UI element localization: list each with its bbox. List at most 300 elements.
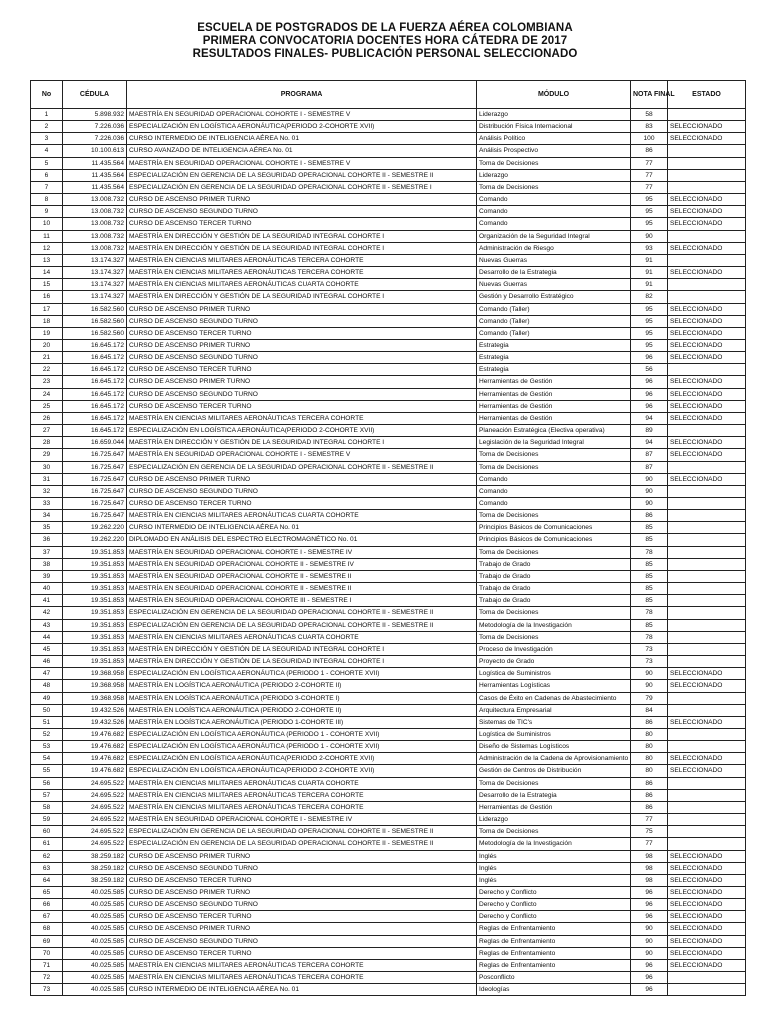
modulo-cell: Análisis Prospectivo (477, 145, 631, 157)
programa-cell: ESPECIALIZACIÓN EN LOGÍSTICA AERONÁUTICA(PERIODO 2-COHORTE XVII) (127, 765, 477, 777)
programa-cell: MAESTRÍA EN CIENCIAS MILITARES AERONÁUTICAS CUARTA COHORTE (127, 279, 477, 291)
cedula-cell: 7.226.036 (63, 121, 127, 133)
estado-cell: SELECCIONADO (668, 874, 746, 886)
programa-cell: CURSO DE ASCENSO SEGUNDO TURNO (127, 352, 477, 364)
row-number: 5 (31, 157, 63, 169)
row-number: 71 (31, 959, 63, 971)
table-row (31, 267, 746, 279)
table-row (31, 656, 746, 668)
cedula-cell: 19.476.682 (63, 753, 127, 765)
programa-cell: ESPECIALIZACIÓN EN GERENCIA DE LA SEGURIDAD OPERACIONAL COHORTE II - SEMESTRE II (127, 607, 477, 619)
row-number: 56 (31, 777, 63, 789)
table-row (31, 510, 746, 522)
programa-cell: MAESTRÍA EN SEGURIDAD OPERACIONAL COHORTE I - SEMESTRE IV (127, 814, 477, 826)
nota-cell: 85 (631, 619, 668, 631)
estado-cell (668, 704, 746, 716)
modulo-cell: Toma de Decisiones (477, 607, 631, 619)
nota-cell: 90 (631, 473, 668, 485)
row-number: 18 (31, 315, 63, 327)
nota-cell: 73 (631, 656, 668, 668)
cedula-cell: 13.174.327 (63, 267, 127, 279)
modulo-cell: Diseño de Sistemas Logísticos (477, 741, 631, 753)
row-number: 30 (31, 461, 63, 473)
modulo-cell: Trabajo de Grado (477, 570, 631, 582)
nota-cell: 86 (631, 145, 668, 157)
modulo-cell: Análisis Político (477, 133, 631, 145)
nota-cell: 96 (631, 887, 668, 899)
row-number: 59 (31, 814, 63, 826)
nota-cell: 73 (631, 643, 668, 655)
nota-cell: 86 (631, 716, 668, 728)
estado-cell: SELECCIONADO (668, 133, 746, 145)
cedula-cell: 40.025.585 (63, 923, 127, 935)
programa-cell: MAESTRÍA EN CIENCIAS MILITARES AERONÁUTICAS TERCERA COHORTE (127, 801, 477, 813)
table-row (31, 181, 746, 193)
modulo-cell: Casos de Éxito en Cadenas de Abastecimiento (477, 692, 631, 704)
nota-cell: 95 (631, 218, 668, 230)
programa-cell: CURSO DE ASCENSO PRIMER TURNO (127, 850, 477, 862)
row-number: 3 (31, 133, 63, 145)
estado-cell: SELECCIONADO (668, 412, 746, 424)
nota-cell: 77 (631, 814, 668, 826)
estado-cell (668, 291, 746, 303)
nota-cell: 100 (631, 133, 668, 145)
row-number: 69 (31, 935, 63, 947)
programa-cell: CURSO DE ASCENSO PRIMER TURNO (127, 473, 477, 485)
programa-cell: CURSO INTERMEDIO DE INTELIGENCIA AÉREA No. 01 (127, 522, 477, 534)
programa-cell: CURSO DE ASCENSO SEGUNDO TURNO (127, 206, 477, 218)
table-row (31, 388, 746, 400)
estado-cell: SELECCIONADO (668, 959, 746, 971)
modulo-cell: Comando (477, 218, 631, 230)
row-number: 54 (31, 753, 63, 765)
estado-cell (668, 522, 746, 534)
estado-cell (668, 972, 746, 984)
row-number: 23 (31, 376, 63, 388)
table-row (31, 169, 746, 181)
modulo-cell: Liderazgo (477, 814, 631, 826)
cedula-cell: 16.645.172 (63, 376, 127, 388)
table-row (31, 109, 746, 121)
row-number: 11 (31, 230, 63, 242)
modulo-cell: Metodología de la Investigación (477, 619, 631, 631)
table-row (31, 716, 746, 728)
modulo-cell: Reglas de Enfrentamiento (477, 923, 631, 935)
col-header-estado: ESTADO (668, 81, 746, 109)
estado-cell (668, 826, 746, 838)
modulo-cell: Proyecto de Grado (477, 656, 631, 668)
row-number: 49 (31, 692, 63, 704)
estado-cell (668, 984, 746, 996)
cedula-cell: 40.025.585 (63, 911, 127, 923)
cedula-cell: 24.695.522 (63, 789, 127, 801)
modulo-cell: Toma de Decisiones (477, 510, 631, 522)
cedula-cell: 16.725.647 (63, 498, 127, 510)
nota-cell: 85 (631, 595, 668, 607)
table-row (31, 461, 746, 473)
table-row (31, 437, 746, 449)
cedula-cell: 19.351.853 (63, 631, 127, 643)
row-number: 66 (31, 899, 63, 911)
modulo-cell: Herramientas de Gestión (477, 388, 631, 400)
nota-cell: 78 (631, 607, 668, 619)
programa-cell: CURSO DE ASCENSO SEGUNDO TURNO (127, 485, 477, 497)
nota-cell: 85 (631, 570, 668, 582)
table-row (31, 887, 746, 899)
row-number: 38 (31, 558, 63, 570)
programa-cell: CURSO DE ASCENSO PRIMER TURNO (127, 194, 477, 206)
estado-cell (668, 607, 746, 619)
cedula-cell: 19.368.958 (63, 692, 127, 704)
table-row (31, 121, 746, 133)
row-number: 64 (31, 874, 63, 886)
document-header (0, 22, 770, 61)
programa-cell: CURSO DE ASCENSO SEGUNDO TURNO (127, 935, 477, 947)
table-row (31, 133, 746, 145)
cedula-cell: 16.645.172 (63, 339, 127, 351)
modulo-cell: Organización de la Seguridad Integral (477, 230, 631, 242)
programa-cell: ESPECIALIZACIÓN EN LOGÍSTICA AERONÁUTICA(PERIODO 2-COHORTE XVII) (127, 753, 477, 765)
table-row (31, 206, 746, 218)
programa-cell: MAESTRÍA EN DIRECCIÓN Y GESTIÓN DE LA SEGURIDAD INTEGRAL COHORTE I (127, 230, 477, 242)
programa-cell: MAESTRÍA EN SEGURIDAD OPERACIONAL COHORTE II - SEMESTRE IV (127, 558, 477, 570)
row-number: 1 (31, 109, 63, 121)
table-row (31, 595, 746, 607)
cedula-cell: 19.351.853 (63, 619, 127, 631)
modulo-cell: Comando (477, 473, 631, 485)
programa-cell: ESPECIALIZACIÓN EN GERENCIA DE LA SEGURIDAD OPERACIONAL COHORTE II - SEMESTRE II (127, 169, 477, 181)
programa-cell: CURSO INTERMEDIO DE INTELIGENCIA AÉREA No. 01 (127, 984, 477, 996)
programa-cell: CURSO DE ASCENSO TERCER TURNO (127, 218, 477, 230)
table-row (31, 303, 746, 315)
nota-cell: 96 (631, 911, 668, 923)
nota-cell: 80 (631, 753, 668, 765)
call-title: PRIMERA CONVOCATORIA DOCENTES HORA CÁTEDRA DE 2017 (202, 35, 568, 47)
table-row (31, 242, 746, 254)
estado-cell: SELECCIONADO (668, 303, 746, 315)
modulo-cell: Sistemas de TIC's (477, 716, 631, 728)
table-row (31, 631, 746, 643)
estado-cell (668, 656, 746, 668)
modulo-cell: Herramientas Logísticas (477, 680, 631, 692)
cedula-cell: 24.695.522 (63, 838, 127, 850)
programa-cell: MAESTRÍA EN LOGÍSTICA AERONÁUTICA (PERIODO 2-COHORTE II) (127, 704, 477, 716)
table-row (31, 668, 746, 680)
institution-title: ESCUELA DE POSTGRADOS DE LA FUERZA AÉREA COLOMBIANA (197, 22, 573, 34)
estado-cell (668, 838, 746, 850)
cedula-cell: 16.645.172 (63, 388, 127, 400)
table-row (31, 315, 746, 327)
row-number: 24 (31, 388, 63, 400)
estado-cell: SELECCIONADO (668, 899, 746, 911)
table-row (31, 935, 746, 947)
programa-cell: CURSO DE ASCENSO TERCER TURNO (127, 947, 477, 959)
cedula-cell: 19.351.853 (63, 643, 127, 655)
row-number: 46 (31, 656, 63, 668)
cedula-cell: 16.645.172 (63, 412, 127, 424)
cedula-cell: 13.008.732 (63, 230, 127, 242)
estado-cell (668, 789, 746, 801)
table-row (31, 473, 746, 485)
nota-cell: 91 (631, 279, 668, 291)
row-number: 45 (31, 643, 63, 655)
estado-cell (668, 631, 746, 643)
row-number: 28 (31, 437, 63, 449)
row-number: 57 (31, 789, 63, 801)
estado-cell: SELECCIONADO (668, 194, 746, 206)
estado-cell (668, 570, 746, 582)
estado-cell: SELECCIONADO (668, 753, 746, 765)
programa-cell: MAESTRÍA EN CIENCIAS MILITARES AERONÁUTICAS TERCERA COHORTE (127, 972, 477, 984)
modulo-cell: Toma de Decisiones (477, 449, 631, 461)
modulo-cell: Derecho y Conflicto (477, 887, 631, 899)
row-number: 55 (31, 765, 63, 777)
programa-cell: ESPECIALIZACIÓN EN GERENCIA DE LA SEGURIDAD OPERACIONAL COHORTE II - SEMESTRE II (127, 619, 477, 631)
modulo-cell: Comando (Taller) (477, 303, 631, 315)
nota-cell: 91 (631, 267, 668, 279)
modulo-cell: Administración de la Cadena de Aprovisionamiento (477, 753, 631, 765)
modulo-cell: Legislación de la Seguridad Integral (477, 437, 631, 449)
programa-cell: CURSO AVANZADO DE INTELIGENCIA AÉREA No. 01 (127, 145, 477, 157)
table-row (31, 704, 746, 716)
row-number: 41 (31, 595, 63, 607)
estado-cell: SELECCIONADO (668, 850, 746, 862)
col-header-programa: PROGRAMA (127, 81, 477, 109)
estado-cell (668, 181, 746, 193)
cedula-cell: 16.659.044 (63, 437, 127, 449)
estado-cell: SELECCIONADO (668, 206, 746, 218)
nota-cell: 86 (631, 789, 668, 801)
modulo-cell: Reglas de Enfrentamiento (477, 959, 631, 971)
modulo-cell: Principios Básicos de Comunicaciones (477, 534, 631, 546)
programa-cell: ESPECIALIZACIÓN EN GERENCIA DE LA SEGURIDAD OPERACIONAL COHORTE II - SEMESTRE I (127, 181, 477, 193)
estado-cell (668, 558, 746, 570)
estado-cell (668, 534, 746, 546)
cedula-cell: 16.725.647 (63, 449, 127, 461)
modulo-cell: Comando (477, 206, 631, 218)
estado-cell: SELECCIONADO (668, 935, 746, 947)
cedula-cell: 40.025.585 (63, 935, 127, 947)
nota-cell: 90 (631, 485, 668, 497)
cedula-cell: 13.008.732 (63, 218, 127, 230)
nota-cell: 98 (631, 850, 668, 862)
programa-cell: ESPECIALIZACIÓN EN LOGÍSTICA AERONÁUTICA (PERIODO 1 - COHORTE XVII) (127, 728, 477, 740)
estado-cell (668, 109, 746, 121)
cedula-cell: 19.351.853 (63, 558, 127, 570)
row-number: 50 (31, 704, 63, 716)
cedula-cell: 13.174.327 (63, 279, 127, 291)
row-number: 29 (31, 449, 63, 461)
nota-cell: 98 (631, 874, 668, 886)
cedula-cell: 10.100.613 (63, 145, 127, 157)
row-number: 19 (31, 327, 63, 339)
programa-cell: CURSO DE ASCENSO SEGUNDO TURNO (127, 315, 477, 327)
modulo-cell: Liderazgo (477, 109, 631, 121)
table-row (31, 522, 746, 534)
col-header-no: No (31, 81, 63, 109)
row-number: 52 (31, 728, 63, 740)
cedula-cell: 11.435.564 (63, 169, 127, 181)
table-row (31, 838, 746, 850)
programa-cell: MAESTRÍA EN CIENCIAS MILITARES AERONÁUTICAS TERCERA COHORTE (127, 267, 477, 279)
table-row (31, 218, 746, 230)
programa-cell: ESPECIALIZACIÓN EN LOGÍSTICA AERONÁUTICA (PERIODO 1 - COHORTE XVII) (127, 668, 477, 680)
cedula-cell: 24.695.522 (63, 814, 127, 826)
programa-cell: MAESTRÍA EN CIENCIAS MILITARES AERONÁUTICAS TERCERA COHORTE (127, 789, 477, 801)
programa-cell: MAESTRÍA EN LOGÍSTICA AERONÁUTICA (PERIODO 3-COHORTE I) (127, 692, 477, 704)
nota-cell: 95 (631, 339, 668, 351)
row-number: 4 (31, 145, 63, 157)
nota-cell: 96 (631, 352, 668, 364)
row-number: 39 (31, 570, 63, 582)
estado-cell (668, 583, 746, 595)
nota-cell: 77 (631, 181, 668, 193)
modulo-cell: Inglés (477, 862, 631, 874)
nota-cell: 95 (631, 315, 668, 327)
table-row (31, 874, 746, 886)
estado-cell (668, 728, 746, 740)
programa-cell: MAESTRÍA EN SEGURIDAD OPERACIONAL COHORTE I - SEMESTRE V (127, 449, 477, 461)
row-number: 53 (31, 741, 63, 753)
nota-cell: 82 (631, 291, 668, 303)
nota-cell: 85 (631, 558, 668, 570)
nota-cell: 96 (631, 972, 668, 984)
cedula-cell: 7.226.036 (63, 133, 127, 145)
table-row (31, 364, 746, 376)
row-number: 31 (31, 473, 63, 485)
table-row (31, 826, 746, 838)
row-number: 21 (31, 352, 63, 364)
row-number: 42 (31, 607, 63, 619)
row-number: 22 (31, 364, 63, 376)
row-number: 61 (31, 838, 63, 850)
row-number: 12 (31, 242, 63, 254)
estado-cell: SELECCIONADO (668, 267, 746, 279)
programa-cell: MAESTRÍA EN CIENCIAS MILITARES AERONÁUTICAS TERCERA COHORTE (127, 412, 477, 424)
programa-cell: MAESTRÍA EN DIRECCIÓN Y GESTIÓN DE LA SEGURIDAD INTEGRAL COHORTE I (127, 242, 477, 254)
nota-cell: 86 (631, 510, 668, 522)
modulo-cell: Reglas de Enfrentamiento (477, 935, 631, 947)
nota-cell: 85 (631, 583, 668, 595)
table-row (31, 947, 746, 959)
nota-cell: 89 (631, 425, 668, 437)
estado-cell: SELECCIONADO (668, 376, 746, 388)
programa-cell: MAESTRÍA EN LOGÍSTICA AERONÁUTICA (PERIODO 2-COHORTE II) (127, 680, 477, 692)
nota-cell: 93 (631, 242, 668, 254)
estado-cell (668, 643, 746, 655)
cedula-cell: 16.582.560 (63, 327, 127, 339)
modulo-cell: Toma de Decisiones (477, 157, 631, 169)
estado-cell: SELECCIONADO (668, 668, 746, 680)
row-number: 48 (31, 680, 63, 692)
table-row (31, 959, 746, 971)
table-row (31, 145, 746, 157)
cedula-cell: 11.435.564 (63, 181, 127, 193)
nota-cell: 84 (631, 704, 668, 716)
programa-cell: MAESTRÍA EN SEGURIDAD OPERACIONAL COHORTE III - SEMESTRE I (127, 595, 477, 607)
row-number: 37 (31, 546, 63, 558)
modulo-cell: Principios Básicos de Comunicaciones (477, 522, 631, 534)
programa-cell: MAESTRÍA EN CIENCIAS MILITARES AERONÁUTICAS CUARTA COHORTE (127, 631, 477, 643)
estado-cell: SELECCIONADO (668, 716, 746, 728)
modulo-cell: Posconflicto (477, 972, 631, 984)
programa-cell: ESPECIALIZACIÓN EN GERENCIA DE LA SEGURIDAD OPERACIONAL COHORTE II - SEMESTRE II (127, 826, 477, 838)
modulo-cell: Ideologías (477, 984, 631, 996)
modulo-cell: Comando (Taller) (477, 315, 631, 327)
nota-cell: 94 (631, 437, 668, 449)
table-row (31, 814, 746, 826)
modulo-cell: Comando (477, 485, 631, 497)
nota-cell: 98 (631, 862, 668, 874)
cedula-cell: 24.695.522 (63, 826, 127, 838)
cedula-cell: 13.174.327 (63, 291, 127, 303)
nota-cell: 96 (631, 400, 668, 412)
table-row (31, 972, 746, 984)
cedula-cell: 19.351.853 (63, 656, 127, 668)
programa-cell: CURSO DE ASCENSO PRIMER TURNO (127, 887, 477, 899)
estado-cell: SELECCIONADO (668, 339, 746, 351)
modulo-cell: Administración de Riesgo (477, 242, 631, 254)
cedula-cell: 19.351.853 (63, 595, 127, 607)
nota-cell: 90 (631, 498, 668, 510)
modulo-cell: Estrategia (477, 364, 631, 376)
programa-cell: MAESTRÍA EN CIENCIAS MILITARES AERONÁUTICAS TERCERA COHORTE (127, 254, 477, 266)
programa-cell: CURSO DE ASCENSO SEGUNDO TURNO (127, 862, 477, 874)
row-number: 68 (31, 923, 63, 935)
modulo-cell: Inglés (477, 874, 631, 886)
modulo-cell: Nuevas Guerras (477, 254, 631, 266)
row-number: 60 (31, 826, 63, 838)
row-number: 62 (31, 850, 63, 862)
table-header-row (31, 81, 746, 109)
nota-cell: 90 (631, 923, 668, 935)
cedula-cell: 19.432.526 (63, 704, 127, 716)
programa-cell: DIPLOMADO EN ANÁLISIS DEL ESPECTRO ELECTROMAGNÉTICO No. 01 (127, 534, 477, 546)
programa-cell: ESPECIALIZACIÓN EN LOGÍSTICA AERONÁUTICA(PERIODO 2-COHORTE XVII) (127, 425, 477, 437)
row-number: 9 (31, 206, 63, 218)
estado-cell: SELECCIONADO (668, 765, 746, 777)
modulo-cell: Distribución Física Internacional (477, 121, 631, 133)
nota-cell: 95 (631, 303, 668, 315)
table-row (31, 291, 746, 303)
estado-cell: SELECCIONADO (668, 388, 746, 400)
row-number: 34 (31, 510, 63, 522)
programa-cell: MAESTRÍA EN SEGURIDAD OPERACIONAL COHORTE I - SEMESTRE V (127, 157, 477, 169)
nota-cell: 80 (631, 728, 668, 740)
estado-cell (668, 595, 746, 607)
programa-cell: ESPECIALIZACIÓN EN GERENCIA DE LA SEGURIDAD OPERACIONAL COHORTE II - SEMESTRE II (127, 838, 477, 850)
modulo-cell: Logística de Suministros (477, 728, 631, 740)
row-number: 27 (31, 425, 63, 437)
row-number: 65 (31, 887, 63, 899)
nota-cell: 85 (631, 522, 668, 534)
nota-cell: 87 (631, 461, 668, 473)
nota-cell: 56 (631, 364, 668, 376)
estado-cell: SELECCIONADO (668, 242, 746, 254)
table-row (31, 643, 746, 655)
table-row (31, 607, 746, 619)
cedula-cell: 19.432.526 (63, 716, 127, 728)
cedula-cell: 38.259.182 (63, 874, 127, 886)
nota-cell: 78 (631, 631, 668, 643)
nota-cell: 83 (631, 121, 668, 133)
row-number: 51 (31, 716, 63, 728)
estado-cell (668, 145, 746, 157)
table-row (31, 899, 746, 911)
nota-cell: 90 (631, 947, 668, 959)
modulo-cell: Gestión de Centros de Distribución (477, 765, 631, 777)
cedula-cell: 16.582.560 (63, 303, 127, 315)
